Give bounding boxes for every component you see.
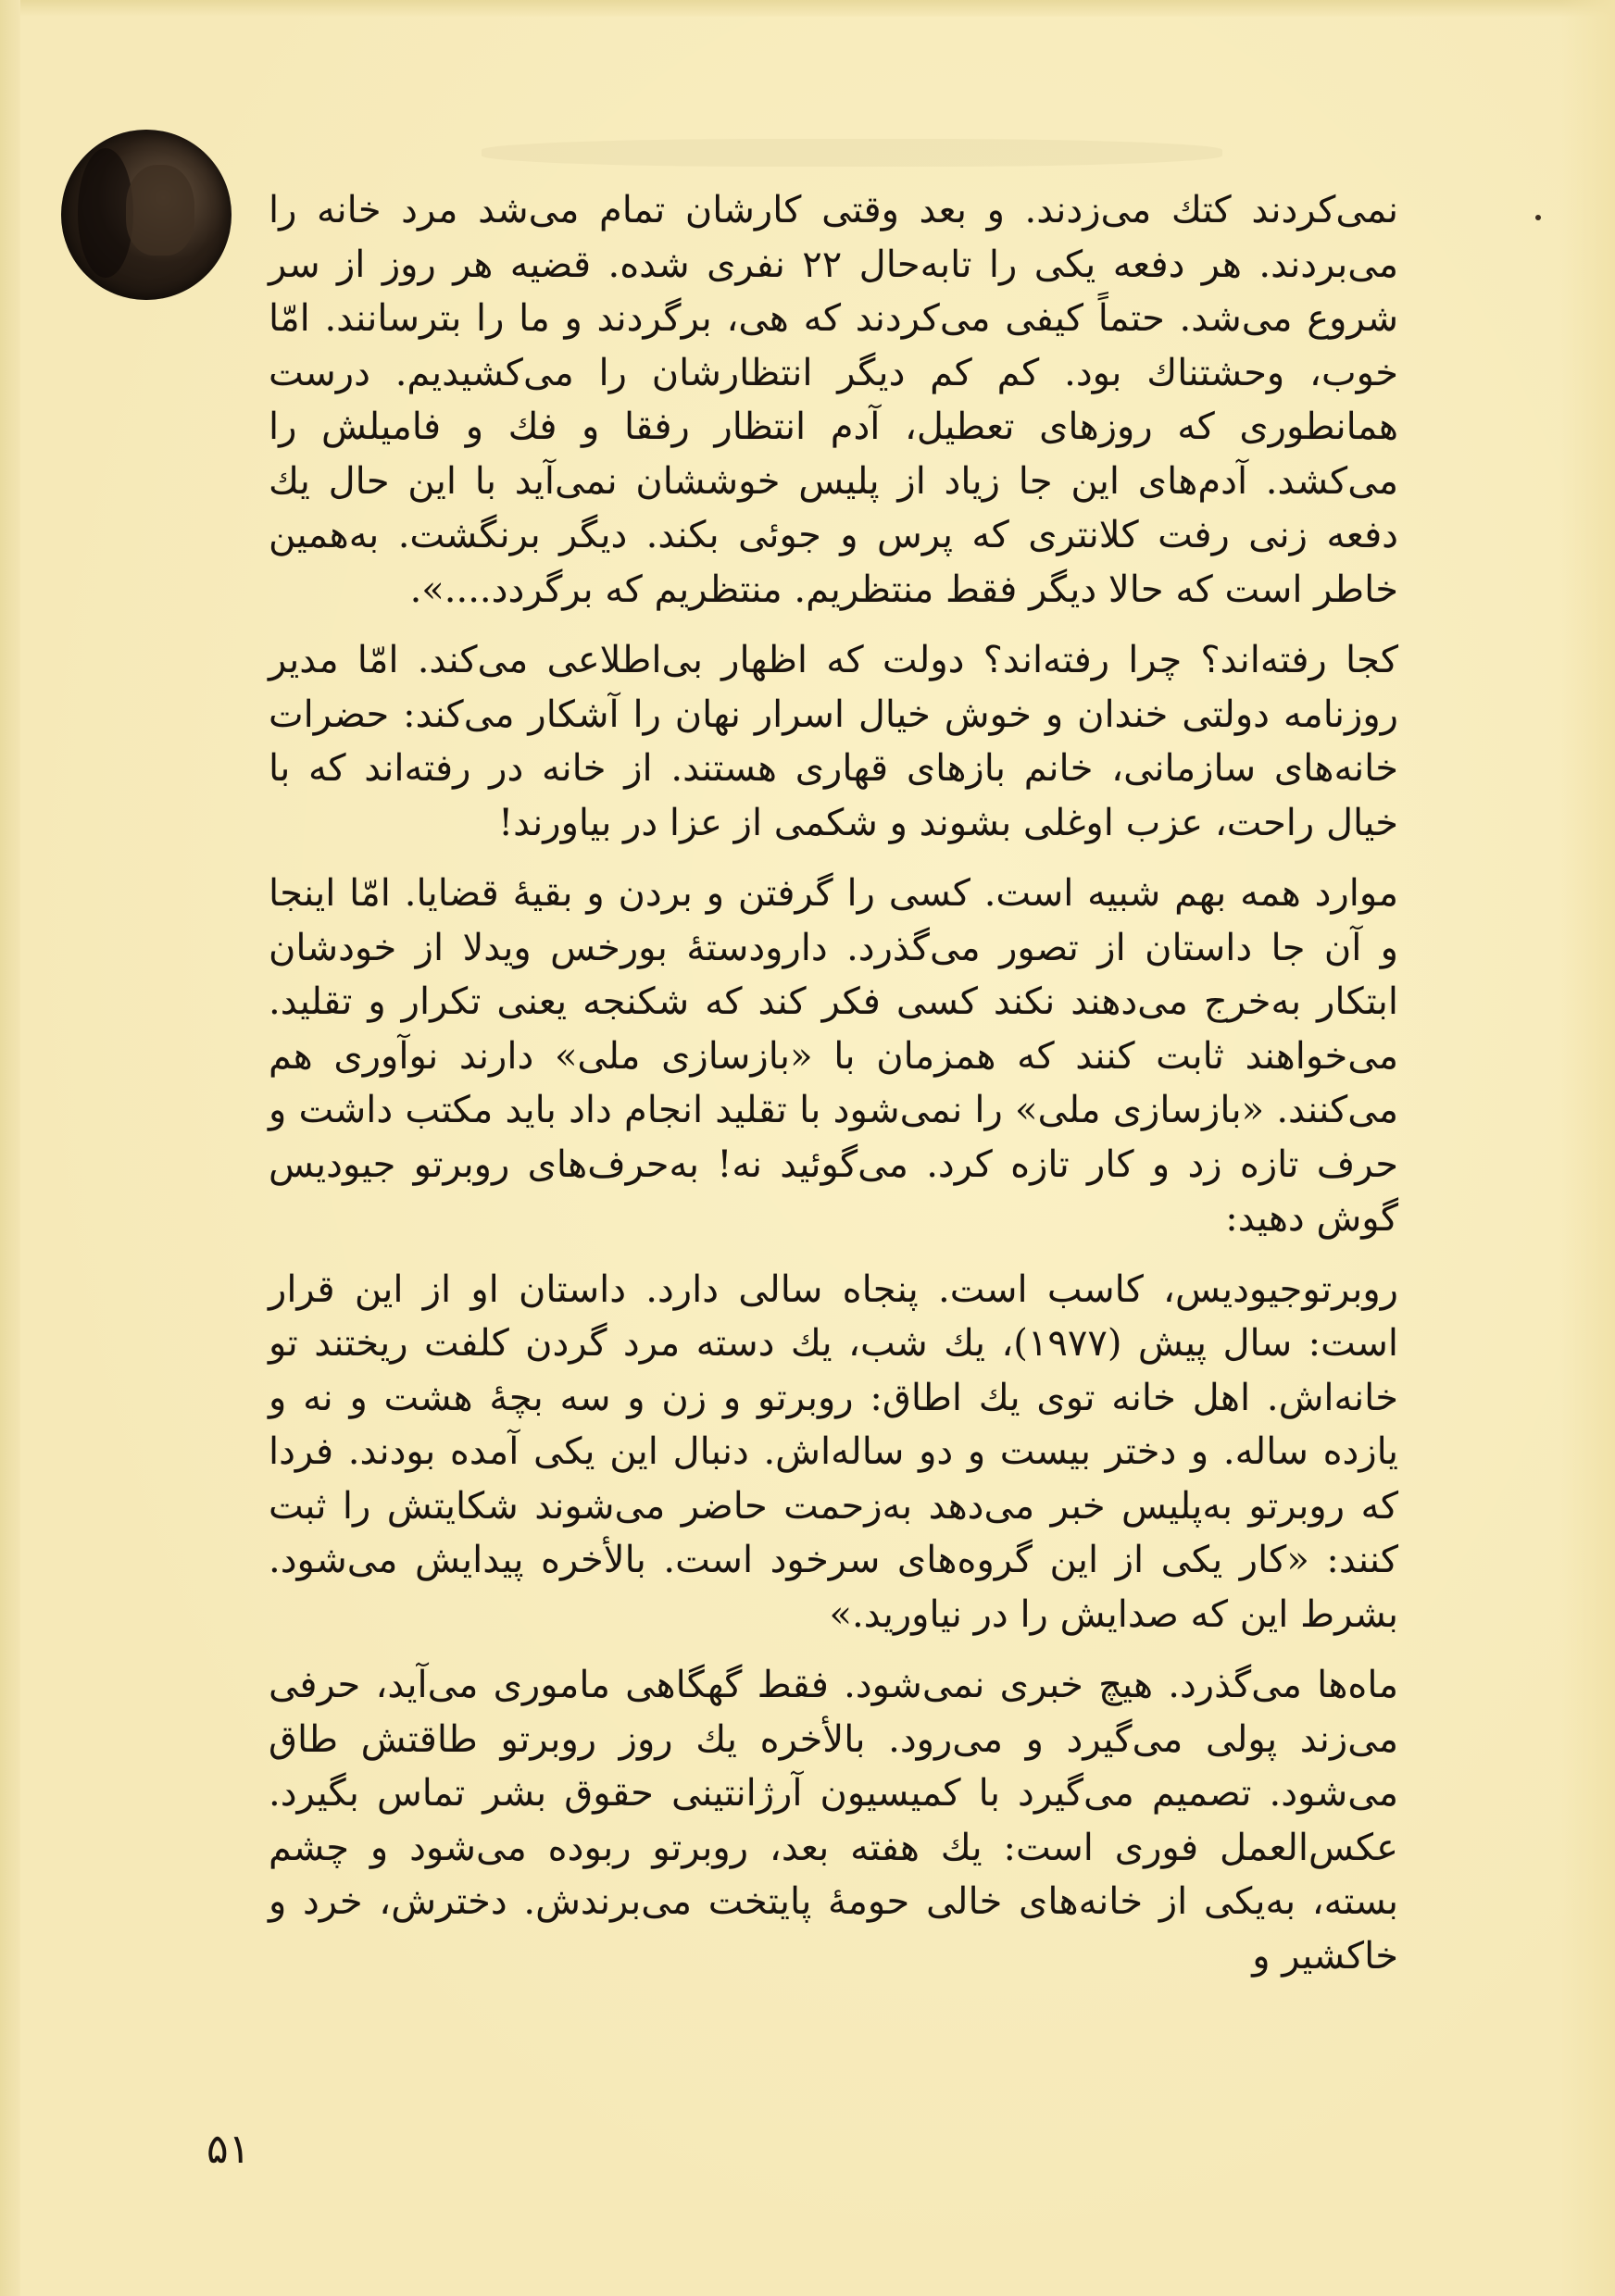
- page-left-edge: [0, 0, 20, 2296]
- paragraph-5: ماه‌ها می‌گذرد. هیچ خبری نمی‌شود. فقط گهگاهی ماموری می‌آید، حرفی می‌زند پولی می‌گیرد و می‌رود. بالأخره یك روز روبرتو طاقتش طاق می‌شود. تصمیم می‌گیرد با کمیسیون آرژانتینی حقوق بشر تماس بگیرد. عکس‌العمل فوری است: یك هفته بعد، روبرتو ربوده می‌شود و چشم بسته، به‌یکی از خانه‌های خالی حومهٔ پایتخت می‌برندش. دخترش، خرد و خاکشیر و: [269, 1664, 1398, 1978]
- page-number: ۵۱: [207, 2126, 251, 2173]
- paragraph-4: روبرتوجیودیس، کاسب است. پنجاه سالی دارد. داستان او از این قرار است: سال پیش (۱۹۷۷)، یك شب، یك دسته مرد گردن کلفت ریختند تو خانه‌اش. اهل خانه توی یك اطاق: روبرتو و زن و سه بچهٔ هشت و نه و یازده ساله. و دختر بیست و دو ساله‌اش. دنبال این یکی آمده بودند. فردا که روبرتو به‌پلیس خبر می‌دهد به‌زحمت حاضر می‌شوند شکایتش را ثبت کنند: «کار یکی از این گروه‌های سرخود است. بالأخره پیدایش می‌شود. بشرط این که صدایش را در نیاورید.»: [269, 1267, 1398, 1636]
- medallion-shadow: [78, 148, 133, 278]
- paragraph-2: کجا رفته‌اند؟ چرا رفته‌اند؟ دولت که اظهار بی‌اطلاعی می‌کند. امّا مدیر روزنامه دولتی خندان و خوش خیال اسرار نهان را آشکار می‌کند: حضرات خانه‌های سازمانی، خانم بازهای قهاری هستند. از خانه در رفته‌اند که با خیال راحت، عزب اوغلی بشوند و شکمی از عزا در بیاورند!: [269, 639, 1398, 844]
- body-text: [269, 183, 1398, 1983]
- paragraph-1: نمی‌کردند کتك می‌زدند. و بعد وقتی کارشان تمام می‌شد مرد خانه را می‌بردند. هر دفعه یکی را تابه‌حال ۲۲ نفری شده. قضیه هر روز از سر شروع می‌شد. حتماً کیفی می‌کردند که هی، برگردند و ما را بترسانند. امّا خوب، وحشتناك بود. کم کم دیگر انتظارشان را می‌کشیدیم. درست همانطوری که روزهای تعطیل، آدم انتظار رفقا و فك و فامیلش را می‌کشد. آدم‌های این جا زیاد از پلیس خوششان نمی‌آید با این حال یك دفعه زنی رفت کلانتری که پرس و جوئی بکند. دیگر برنگشت. به‌همین خاطر است که حالا دیگر فقط منتظریم. منتظریم که برگردد....».: [269, 189, 1399, 611]
- margin-mark: [1535, 215, 1541, 220]
- page-fold-shadow: [1559, 0, 1615, 2296]
- paper-smudge: [482, 139, 1222, 167]
- page-top-edge: [0, 0, 1615, 17]
- portrait-medallion-image: [61, 130, 232, 300]
- paragraph-3: موارد همه بهم شبیه است. کسی را گرفتن و بردن و بقیهٔ قضایا. امّا اینجا و آن جا داستان از تصور می‌گذرد. دارودستهٔ بورخس ویدلا از خودشان ابتکار به‌خرج می‌دهند نکند کسی فکر کند که شکنجه یعنی تکرار و تقلید. می‌خواهند ثابت کنند که همزمان با «بازسازی ملی» دارند نوآوری هم می‌کنند. «بازسازی ملی» را نمی‌شود با تقلید انجام داد باید مکتب داشت و حرف تازه زد و کار تازه کرد. می‌گوئید نه! به‌حرف‌های روبرتو جیودیس گوش دهید:: [269, 872, 1399, 1240]
- medallion-figure: [126, 165, 194, 256]
